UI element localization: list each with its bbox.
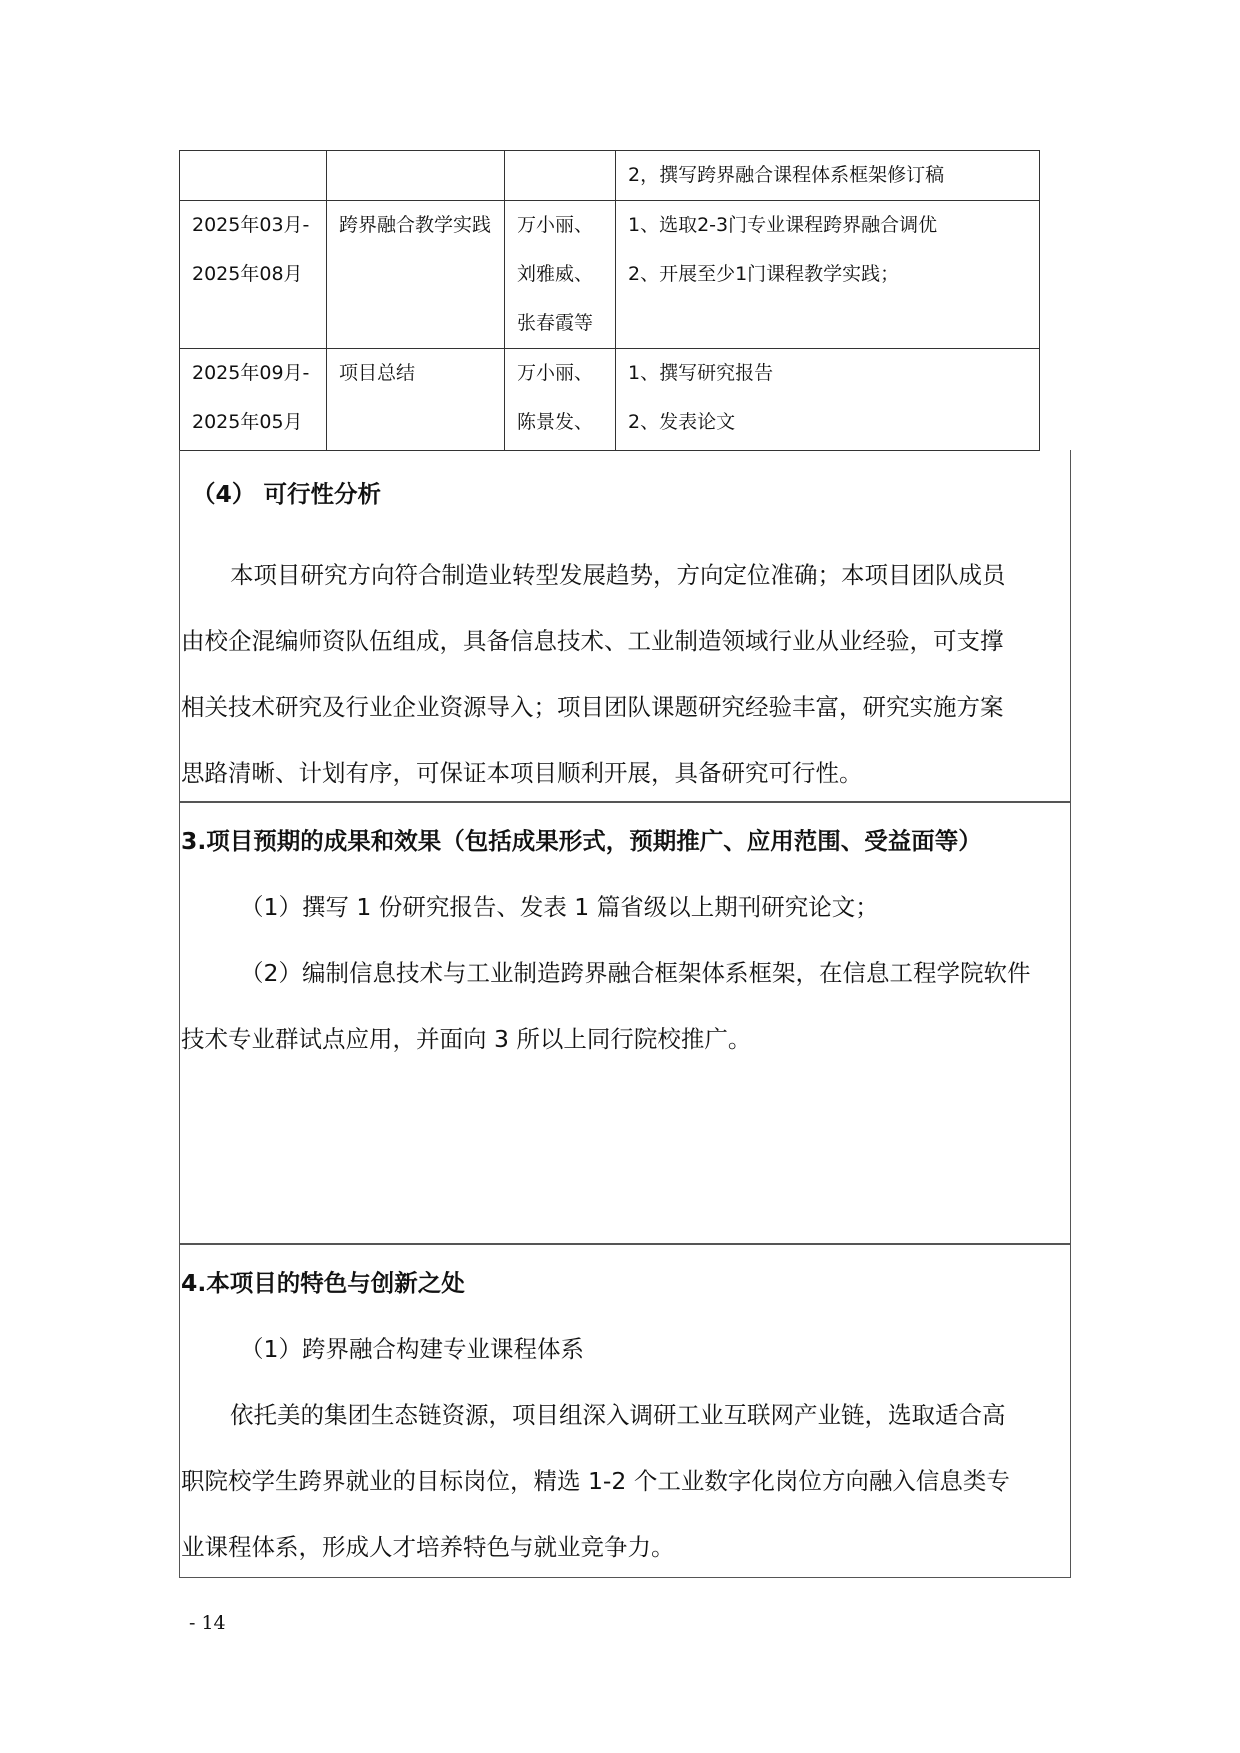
features-line: 业课程体系，形成人才培养特色与就业竞争力。 — [181, 1533, 675, 1561]
table-cell — [327, 151, 505, 201]
feasibility-line: 本项目研究方向符合制造业转型发展趋势，方向定位准确；本项目团队成员 — [230, 561, 1006, 589]
table-cell — [180, 349, 327, 451]
outcomes-line: （1）撰写 1 份研究报告、发表 1 篇省级以上期刊研究论文； — [240, 893, 879, 921]
feasibility-heading: （4） 可行性分析 — [192, 480, 382, 508]
table-row — [180, 349, 1040, 451]
features-heading: 4.本项目的特色与创新之处 — [181, 1269, 465, 1297]
cell-text: 跨界融合教学实践 — [339, 214, 492, 236]
feasibility-line: 由校企混编师资队伍组成，具备信息技术、工业制造领域行业从业经验，可支撑 — [181, 627, 1004, 655]
feasibility-line: 相关技术研究及行业企业资源导入；项目团队课题研究经验丰富，研究实施方案 — [181, 693, 1004, 721]
table-cell — [180, 201, 327, 349]
outcomes-heading: 3.项目预期的成果和效果（包括成果形式，预期推广、应用范围、受益面等） — [181, 827, 982, 855]
table-cell — [327, 201, 505, 349]
outcomes-line: 技术专业群试点应用，并面向 3 所以上同行院校推广。 — [181, 1025, 752, 1053]
cell-text: 万小丽、 刘雅威、 张春霞等 — [517, 214, 594, 334]
cell-text: 2，撰写跨界融合课程体系框架修订稿 — [628, 164, 945, 186]
table-row — [180, 201, 1040, 349]
cell-text: 万小丽、 陈景发、 — [517, 362, 594, 433]
table-row — [180, 151, 1040, 201]
table-cell — [505, 151, 616, 201]
cell-text: 2025年03月- 2025年08月 — [192, 214, 310, 285]
table-cell — [505, 349, 616, 451]
cell-text: 1、选取2-3门专业课程跨界融合调优 2、开展至少1门课程教学实践； — [628, 214, 938, 285]
cell-text: 1、撰写研究报告 2、发表论文 — [628, 362, 774, 433]
page-number: - 14 — [189, 1612, 226, 1634]
cell-text: 2025年09月- 2025年05月 — [192, 362, 310, 433]
outcomes-line: （2）编制信息技术与工业制造跨界融合框架体系框架，在信息工程学院软件 — [240, 959, 1031, 987]
table-cell — [327, 349, 505, 451]
feasibility-line: 思路清晰、计划有序，可保证本项目顺利开展，具备研究可行性。 — [181, 759, 863, 787]
table-cell — [616, 201, 1040, 349]
table-cell — [616, 151, 1040, 201]
features-line: 依托美的集团生态链资源，项目组深入调研工业互联网产业链，选取适合高 — [230, 1401, 1006, 1429]
features-line: 职院校学生跨界就业的目标岗位，精选 1-2 个工业数字化岗位方向融入信息类专 — [181, 1467, 1010, 1495]
table-cell — [180, 151, 327, 201]
table-cell — [505, 201, 616, 349]
table-cell — [616, 349, 1040, 451]
features-line: （1）跨界融合构建专业课程体系 — [240, 1335, 584, 1363]
schedule-table — [179, 150, 1040, 451]
cell-text: 项目总结 — [339, 362, 416, 384]
